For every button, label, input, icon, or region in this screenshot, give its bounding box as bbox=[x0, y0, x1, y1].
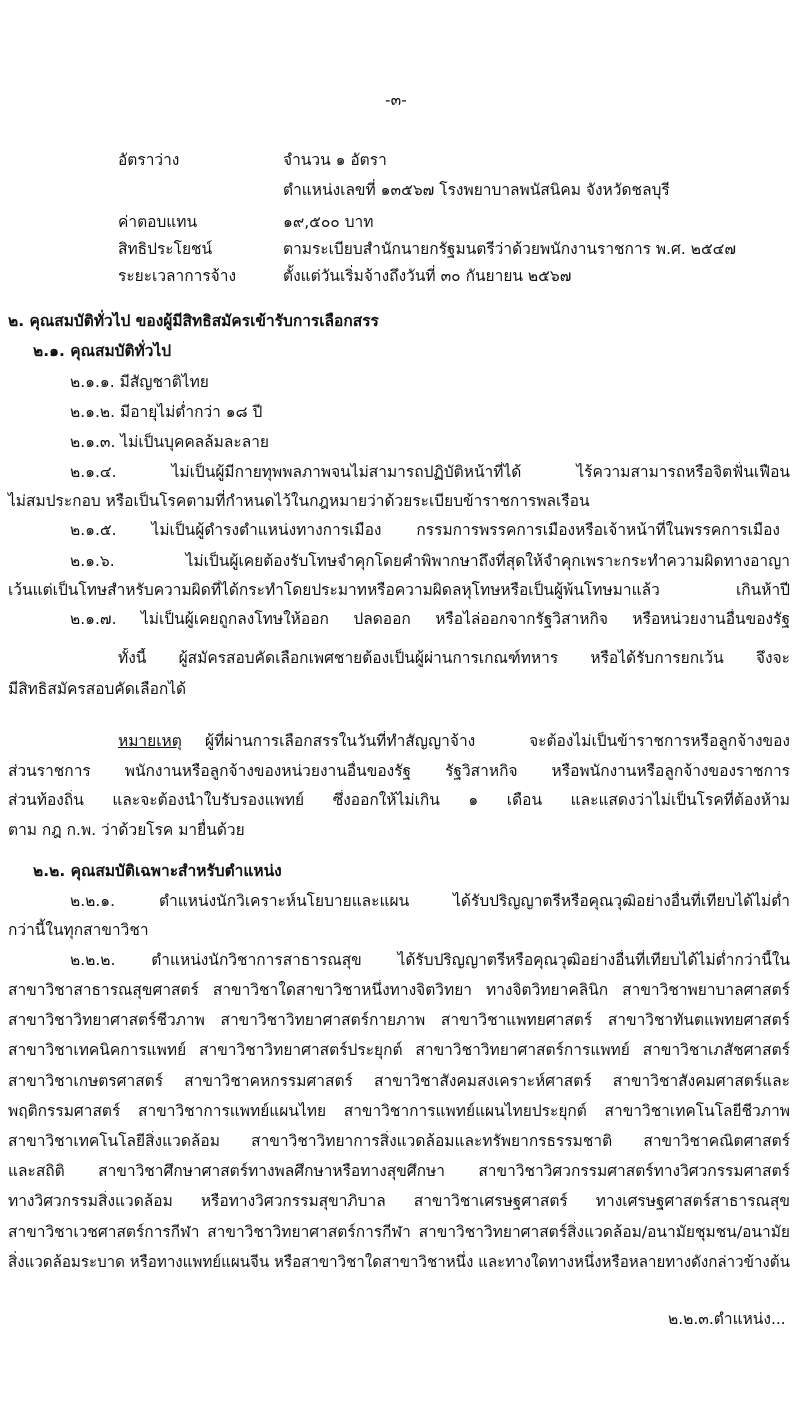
item-2-2-2-line-1: ๒.๒.๒. ตำแหน่งนักวิชาการสาธารณสุข ได้รับปริญญาตรีหรือคุณวุฒิอย่างอื่นที่เทียบได้ไม่ต่ำกว่านี้ใน bbox=[70, 951, 790, 969]
note-line-2: ส่วนราชการ พนักงานหรือลูกจ้างของหน่วยงานอื่นของรัฐ รัฐวิสาหกิจ หรือพนักงานหรือลูกจ้างของราชการ bbox=[8, 762, 790, 780]
item-2-2-2-line-6: พฤติกรรมศาสตร์ สาขาวิชาการแพทย์แผนไทย สาขาวิชาการแพทย์แผนไทยประยุกต์ สาขาวิชาเทคโนโลยีชีวภาพ bbox=[8, 1102, 790, 1120]
page-number: -๓- bbox=[385, 91, 407, 109]
section-2-1-title: ๒.๑. คุณสมบัติทั่วไป bbox=[33, 342, 172, 360]
item-2-1-7: ๒.๑.๗. ไม่เป็นผู้เคยถูกลงโทษให้ออก ปลดออก หรือไล่ออกจากรัฐวิสาหกิจ หรือหน่วยงานอื่นของรัฐ bbox=[70, 610, 790, 628]
item-2-1-1: ๒.๑.๑. มีสัญชาติไทย bbox=[70, 373, 209, 391]
item-2-2-2-line-9: ทางวิศวกรรมสิ่งแวดล้อม หรือทางวิศวกรรมสุขาภิบาล สาขาวิชาเศรษฐศาสตร์ ทางเศรษฐศาสตร์สาธารณสุข bbox=[8, 1192, 790, 1210]
note-label: หมายเหตุ bbox=[118, 732, 182, 750]
item-2-1-6-line-1: ๒.๑.๖. ไม่เป็นผู้เคยต้องรับโทษจำคุกโดยคำพิพากษาถึงที่สุดให้จำคุกเพราะกระทำความผิดทางอาญา bbox=[70, 552, 790, 570]
item-2-2-1-line-1: ๒.๒.๑. ตำแหน่งนักวิเคราะห์นโยบายและแผน ได้รับปริญญาตรีหรือคุณวุฒิอย่างอื่นที่เทียบได้ไม่ต่ำ bbox=[70, 892, 790, 910]
salary-value: ๑๙,๕๐๐ บาท bbox=[283, 213, 374, 231]
note-line-3: ส่วนท้องถิ่น และจะต้องนำใบรับรองแพทย์ ซึ่งออกให้ไม่เกิน ๑ เดือน และแสดงว่าไม่เป็นโรคที่ต้องห้าม bbox=[8, 791, 790, 809]
section-2-2-title: ๒.๒. คุณสมบัติเฉพาะสำหรับตำแหน่ง bbox=[33, 862, 282, 880]
benefit-value: ตามระเบียบสำนักนายกรัฐมนตรีว่าด้วยพนักงานราชการ พ.ศ. ๒๕๔๗ bbox=[283, 240, 737, 258]
term-value: ตั้งแต่วันเริ่มจ้างถึงวันที่ ๓๐ กันยายน ๒๕๖๗ bbox=[283, 267, 572, 285]
note-line-1: ผู้ที่ผ่านการเลือกสรรในวันที่ทำสัญญาจ้าง จะต้องไม่เป็นข้าราชการหรือลูกจ้างของ bbox=[205, 732, 790, 750]
item-2-1-3: ๒.๑.๓. ไม่เป็นบุคคลล้มละลาย bbox=[70, 433, 270, 451]
item-2-1-4-line-2: ไม่สมประกอบ หรือเป็นโรคตามที่กำหนดไว้ในกฎหมายว่าด้วยระเบียบข้าราชการพลเรือน bbox=[8, 492, 590, 510]
item-2-2-2-line-10: สาขาวิชาเวชศาสตร์การกีฬา สาขาวิชาวิทยาศาสตร์การกีฬา สาขาวิชาวิทยาศาสตร์สิ่งแวดล้อม/อนามัยชุมชน/อนามัย bbox=[8, 1223, 790, 1241]
section-2-title: ๒. คุณสมบัติทั่วไป ของผู้มีสิทธิสมัครเข้ารับการเลือกสรร bbox=[8, 312, 379, 330]
item-2-2-2-line-8: และสถิติ สาขาวิชาศึกษาศาสตร์ทางพลศึกษาหรือทางสุขศึกษา สาขาวิชาวิศวกรรมศาสตร์ทางวิศวกรรมศาสตร์ bbox=[8, 1162, 790, 1180]
term-label: ระยะเวลาการจ้าง bbox=[118, 267, 237, 285]
position-value: ตำแหน่งเลขที่ ๑๓๕๖๗ โรงพยาบาลพนัสนิคม จังหวัดชลบุรี bbox=[283, 181, 670, 199]
item-2-1-4-line-1: ๒.๑.๔. ไม่เป็นผู้มีกายทุพพลภาพจนไม่สามารถปฏิบัติหน้าที่ได้ ไร้ความสามารถหรือจิตฟั่นเฟือน bbox=[70, 463, 790, 481]
benefit-label: สิทธิประโยชน์ bbox=[118, 240, 213, 258]
military-note-line-2: มีสิทธิสมัครสอบคัดเลือกได้ bbox=[8, 680, 187, 698]
note-line-4: ตาม กฎ ก.พ. ว่าด้วยโรค มายื่นด้วย bbox=[8, 821, 245, 839]
military-note-line-1: ทั้งนี้ ผู้สมัครสอบคัดเลือกเพศชายต้องเป็นผู้ผ่านการเกณฑ์ทหาร หรือได้รับการยกเว้น จึงจะ bbox=[118, 649, 790, 667]
vacancy-label: อัตราว่าง bbox=[118, 151, 180, 169]
item-2-2-2-line-11: สิ่งแวดล้อมระบาด หรือทางแพทย์แผนจีน หรือสาขาวิชาใดสาขาวิชาหนึ่ง และทางใดทางหนึ่งหรือหลายทางดังกล่าวข้างต้น bbox=[8, 1253, 790, 1271]
vacancy-value: จำนวน ๑ อัตรา bbox=[283, 151, 387, 169]
item-2-2-1-line-2: กว่านี้ในทุกสาขาวิชา bbox=[8, 921, 149, 939]
salary-label: ค่าตอบแทน bbox=[118, 213, 198, 231]
item-2-2-2-line-4: สาขาวิชาเทคนิคการแพทย์ สาขาวิชาวิทยาศาสตร์ประยุกต์ สาขาวิชาวิทยาศาสตร์การแพทย์ สาขาวิชาเภสัชศาสตร์ bbox=[8, 1041, 790, 1059]
item-2-2-2-line-3: สาขาวิชาวิทยาศาสตร์ชีวภาพ สาขาวิชาวิทยาศาสตร์กายภาพ สาขาวิชาแพทยศาสตร์ สาขาวิชาทันตแพทยศาสตร์ bbox=[8, 1011, 790, 1029]
item-2-2-2-line-5: สาขาวิชาเกษตรศาสตร์ สาขาวิชาคหกรรมศาสตร์ สาขาวิชาสังคมสงเคราะห์ศาสตร์ สาขาวิชาสังคมศาสตร์และ bbox=[8, 1072, 790, 1090]
item-2-2-2-line-7: สาขาวิชาเทคโนโลยีสิ่งแวดล้อม สาขาวิชาวิทยาการสิ่งแวดล้อมและทรัพยากรธรรมชาติ สาขาวิชาคณิตศาสตร์ bbox=[8, 1132, 790, 1150]
item-2-1-6-line-2: เว้นแต่เป็นโทษสำหรับความผิดที่ได้กระทำโดยประมาทหรือความผิดลหุโทษหรือเป็นผู้พ้นโทษมาแล้ว เกินห้าปี bbox=[8, 581, 790, 599]
item-2-2-2-line-2: สาขาวิชาสาธารณสุขศาสตร์ สาขาวิชาใดสาขาวิชาหนึ่งทางจิตวิทยา ทางจิตวิทยาคลินิก สาขาวิชาพยาบาลศาสตร์ bbox=[8, 981, 790, 999]
continuation-marker: ๒.๒.๓.ตำแหน่ง... bbox=[668, 1310, 786, 1328]
item-2-1-2: ๒.๑.๒. มีอายุไม่ต่ำกว่า ๑๘ ปี bbox=[70, 403, 263, 421]
item-2-1-5: ๒.๑.๕. ไม่เป็นผู้ดำรงตำแหน่งทางการเมือง กรรมการพรรคการเมืองหรือเจ้าหน้าที่ในพรรคการเมือง bbox=[70, 521, 780, 539]
